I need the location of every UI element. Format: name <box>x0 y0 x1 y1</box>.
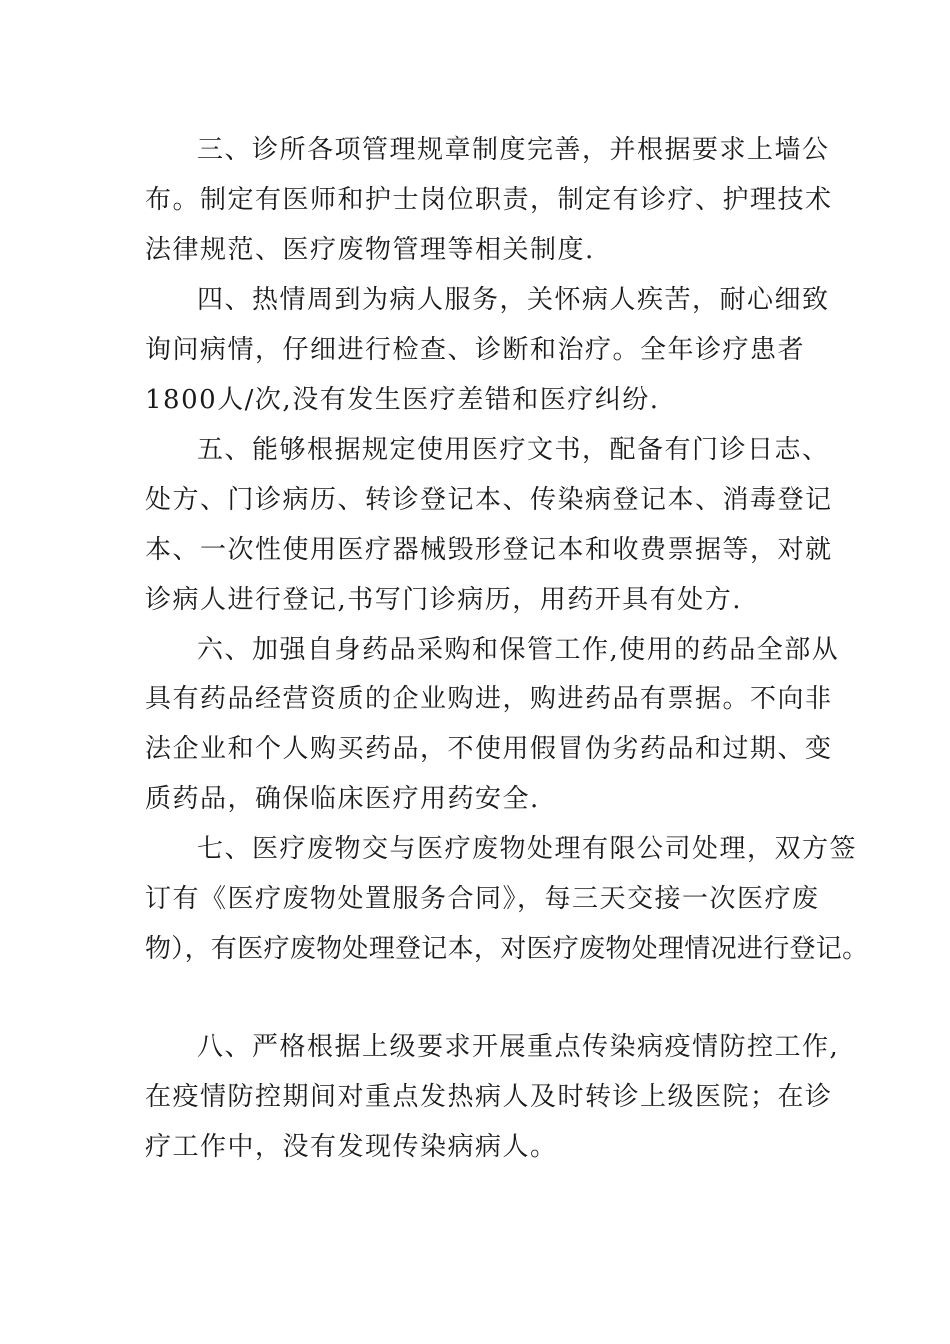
paragraph-line: 七、医疗废物交与医疗废物处理有限公司处理，双方签 <box>197 834 858 864</box>
paragraph-line: 在疫情防控期间对重点发热病人及时转诊上级医院；在诊 <box>145 1082 833 1112</box>
paragraph-line: 询问病情，仔细进行检查、诊断和治疗。全年诊疗患者 <box>145 335 806 365</box>
paragraph-line: 质药品，确保临床医疗用药安全. <box>145 784 540 814</box>
paragraph-line: 四、热情周到为病人服务，关怀病人疾苦，耐心细致 <box>197 285 830 315</box>
paragraph-line: 处方、门诊病历、转诊登记本、传染病登记本、消毒登记 <box>145 485 833 515</box>
paragraph-line: 诊病人进行登记,书写门诊病历，用药开具有处方. <box>145 585 743 615</box>
paragraph-line: 布。制定有医师和护士岗位职责，制定有诊疗、护理技术 <box>145 185 833 215</box>
paragraph-line: 五、能够根据规定使用医疗文书，配备有门诊日志、 <box>197 435 830 465</box>
paragraph-line: 八、严格根据上级要求开展重点传染病疫情防控工作, <box>197 1032 840 1062</box>
paragraph-line: 六、加强自身药品采购和保管工作,使用的药品全部从 <box>197 635 840 665</box>
paragraph-line: 法企业和个人购买药品，不使用假冒伪劣药品和过期、变 <box>145 734 833 764</box>
paragraph-line: 本、一次性使用医疗器械毁形登记本和收费票据等，对就 <box>145 535 833 565</box>
paragraph-line: 疗工作中，没有发现传染病病人。 <box>145 1132 558 1162</box>
paragraph-line: 具有药品经营资质的企业购进，购进药品有票据。不向非 <box>145 684 833 714</box>
paragraph-line: 物），有医疗废物处理登记本，对医疗废物处理情况进行登记。 <box>145 934 869 964</box>
paragraph-line: 1800人/次,没有发生医疗差错和医疗纠纷. <box>145 385 660 415</box>
paragraph-line: 法律规范、医疗废物管理等相关制度. <box>145 235 595 265</box>
paragraph-line: 三、诊所各项管理规章制度完善，并根据要求上墙公 <box>197 135 830 165</box>
paragraph-line: 订有《医疗废物处置服务合同》，每三天交接一次医疗废 <box>145 884 820 914</box>
